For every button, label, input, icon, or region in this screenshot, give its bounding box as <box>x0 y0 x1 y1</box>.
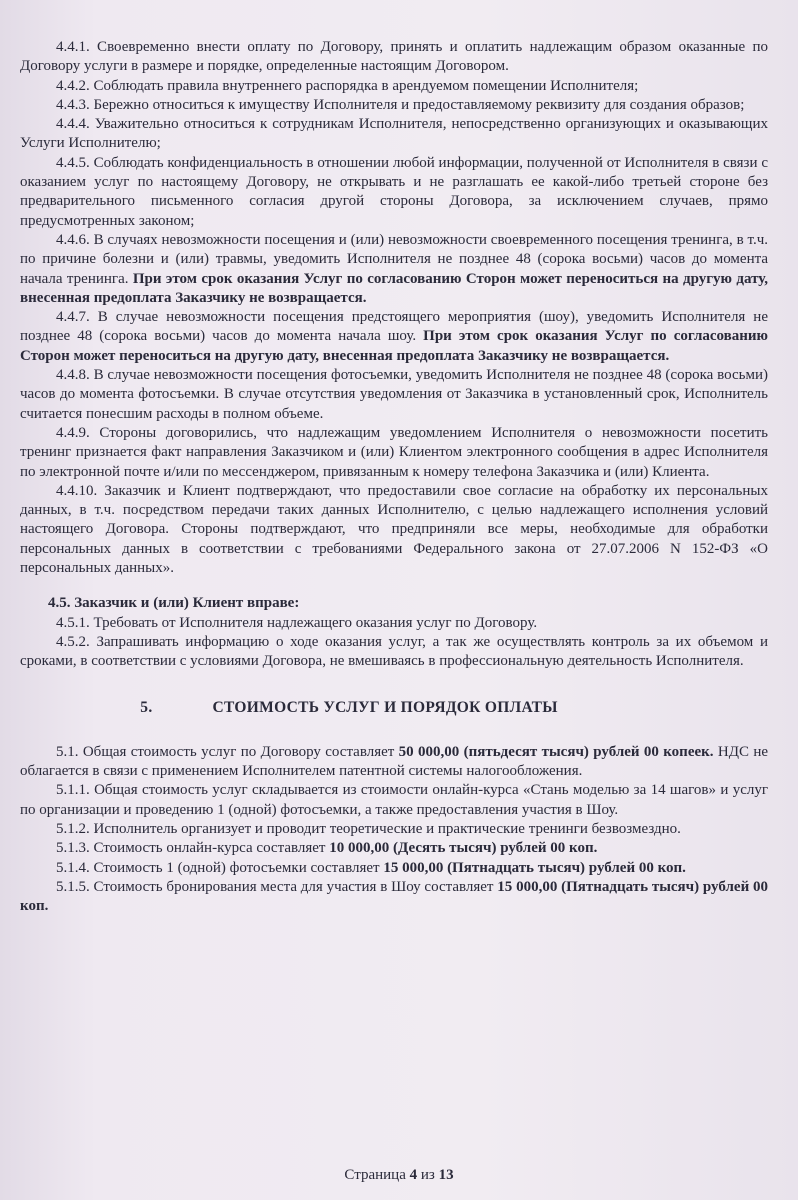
page-footer <box>0 1166 798 1185</box>
clause-4-4-6 <box>20 231 768 308</box>
clause-5-1-1: 5.1.1. Общая стоимость услуг складывается из стоимости онлайн-курса «Стань моделью за 14 шагов» и услуг по организации и проведению 1 (одной) фотосъемки, а также предоставления участия в Шоу. <box>20 782 768 818</box>
clause-5-1 <box>20 743 768 782</box>
clause-5-1-5-text: 5.1.5. Стоимость бронирования места для участия в Шоу составляет <box>56 878 498 895</box>
clause-5-1-4 <box>20 859 768 878</box>
chapter-title: СТОИМОСТЬ УСЛУГ И ПОРЯДОК ОПЛАТЫ <box>212 698 558 716</box>
clause-4-4-1: 4.4.1. Своевременно внести оплату по Договору, принять и оплатить надлежащим образом оказанные по Договору услуги в размере и порядке, определенные настоящим Договором. <box>20 39 768 75</box>
clause-5-1-amount: 50 000,00 (пятьдесят тысяч) рублей 00 копеек. <box>398 743 714 760</box>
clause-4-4-5: 4.4.5. Соблюдать конфиденциальность в отношении любой информации, полученной от Исполнителя в связи с оказанием услуг по настоящему Договору, не открывать и не разглашать ее какой-либо третьей стороне без предварительного письменного согласия другой стороны Договора, за исключением случаев, прямо предусмотренных законом; <box>20 154 768 229</box>
footer-prefix: Страница <box>344 1167 410 1183</box>
clause-4-5-2: 4.5.2. Запрашивать информацию о ходе оказания услуг, а так же осуществлять контроль за их объемом и сроками, в соответствии с условиями Договора, не вмешиваясь в профессиональную деятельность Исполнителя. <box>20 633 768 670</box>
clause-4-4-6-bold: При этом срок оказания Услуг по согласованию Сторон может переноситься на другую дату, внесенная предоплата Заказчику не возвращается. <box>20 270 768 306</box>
chapter-number: 5. <box>140 698 153 716</box>
footer-current-page: 4 <box>409 1167 418 1183</box>
clause-4-4-2: 4.4.2. Соблюдать правила внутреннего распорядка в арендуемом помещении Исполнителя; <box>56 77 639 94</box>
clause-5-1-5-amount: 15 000,00 (Пятнадцать тысяч) рублей 00 коп. <box>20 878 768 915</box>
clause-5-1-3-amount: 10 000,00 (Десять тысяч) рублей 00 коп. <box>329 840 598 857</box>
footer-mid: из <box>417 1167 439 1183</box>
clause-4-4-7 <box>20 308 768 366</box>
clause-4-4-9: 4.4.9. Стороны договорились, что надлежащим уведомлением Исполнителя о невозможности посетить тренинг признается факт направления Заказчиком и (или) Клиентом электронного сообщения в адрес Исполнителя по электронной почте и/или по мессенджером, привязанным к номеру телефона Заказчика и (или) Клиента. <box>20 424 768 480</box>
clause-4-4-6-text: 4.4.6. В случаях невозможности посещения и (или) невозможности своевременного посещения тренинга, в т.ч. по причине болезни и (или) травмы, уведомить Исполнителя не позднее 48 (сорока восьми) часов до момента начала тренинга. <box>20 231 768 287</box>
clause-5-1-3 <box>20 839 768 858</box>
clause-5-1-4-text: 5.1.4. Стоимость 1 (одной) фотосъемки составляет <box>56 859 384 876</box>
clause-5-1-3-text: 5.1.3. Стоимость онлайн-курса составляет <box>56 840 330 857</box>
clause-4-4-8: 4.4.8. В случае невозможности посещения фотосъемки, уведомить Исполнителя не позднее 48 (сорока восьми) часов до момента фотосъемки. В случае отсутствия уведомления от Заказчика в установленный срок, Исполнитель считается понесшим расходы в полном объеме. <box>20 367 768 422</box>
section-4-5-heading: 4.5. Заказчик и (или) Клиент вправе: <box>48 595 300 612</box>
clause-4-4-7-text: 4.4.7. В случае невозможности посещения предстоящего мероприятия (шоу), уведомить Исполнителя не позднее 48 (сорока восьми) часов до момента начала шоу. <box>20 309 768 345</box>
clause-4-4-10: 4.4.10. Заказчик и Клиент подтверждают, что предоставили свое согласие на обработку их персональных данных, в т.ч. посредством передачи таких данных Исполнителю, с целью надлежащего исполнения условий настоящего Договора. Стороны подтверждают, что предприняли все меры, необходимые для обработки персональных данных в соответствии с требованиями Федерального закона от 27.07.2006 N 152-ФЗ «О персональных данных». <box>20 482 768 577</box>
clause-5-1-text: 5.1. Общая стоимость услуг по Договору составляет <box>56 743 399 760</box>
clause-4-4-4: 4.4.4. Уважительно относиться к сотрудникам Исполнителя, непосредственно организующих и оказывающих Услуги Исполнителю; <box>20 116 768 152</box>
clause-5-1-5 <box>20 878 768 917</box>
clause-4-4-7-bold: При этом срок оказания Услуг по согласованию Сторон может переноситься на другую дату, внесенная предоплата Заказчику не возвращается. <box>20 328 768 364</box>
clause-4-4-3: 4.4.3. Бережно относиться к имуществу Исполнителя и предоставляемому реквизиту для создания образов; <box>56 96 745 113</box>
clause-5-1-2: 5.1.2. Исполнитель организует и проводит теоретические и практические тренинги безвозмездно. <box>56 820 681 837</box>
footer-total-pages: 13 <box>438 1167 454 1183</box>
clause-4-5-1: 4.5.1. Требовать от Исполнителя надлежащего оказания услуг по Договору. <box>56 614 538 631</box>
clause-5-1-4-amount: 15 000,00 (Пятнадцать тысяч) рублей 00 коп. <box>383 859 686 876</box>
clause-5-1-tail: НДС не облагается в связи с применением Исполнителем патентной системы налогообложения. <box>20 743 769 780</box>
chapter-5-heading <box>20 698 768 717</box>
